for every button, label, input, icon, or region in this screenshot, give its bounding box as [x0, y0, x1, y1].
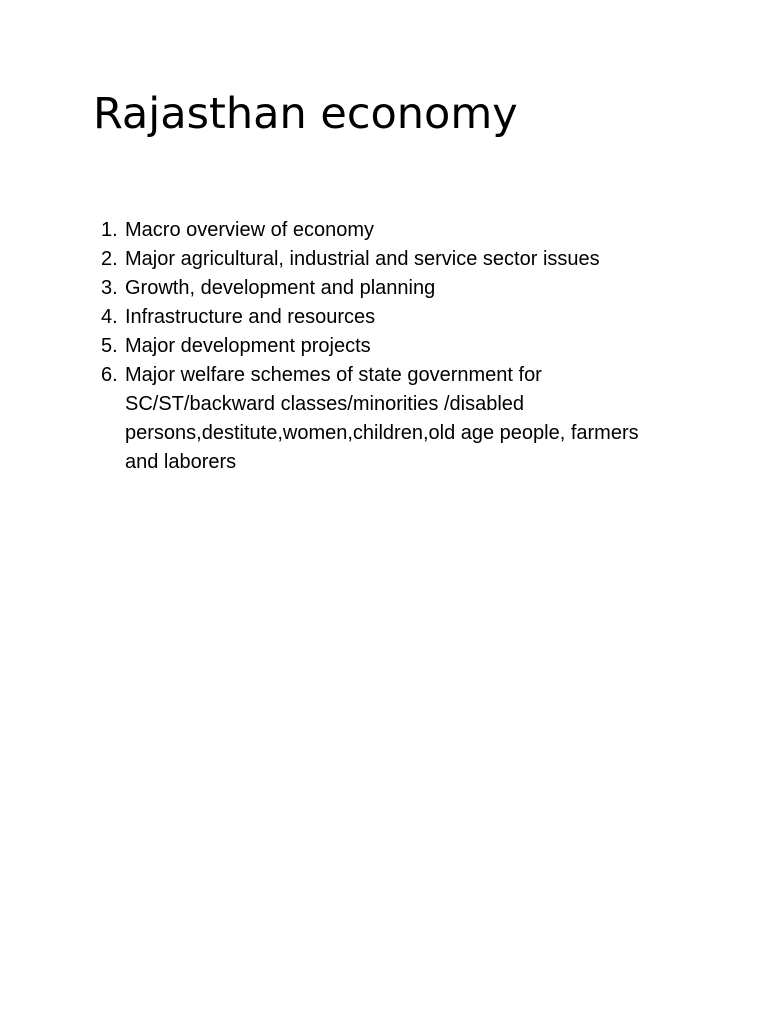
list-item [101, 274, 645, 303]
list-item-text: Macro overview of economy [125, 219, 374, 241]
list-item-number: 6. [101, 364, 118, 386]
list-item-text: Major agricultural, industrial and service sector issues [125, 248, 600, 270]
list-item [101, 361, 645, 477]
list-item-text: Growth, development and planning [125, 277, 436, 299]
list-item-number: 1. [101, 219, 118, 241]
list-item-text: Major development projects [125, 335, 371, 357]
list-item-text: Major welfare schemes of state government for SC/ST/backward classes/minorities /disabled persons,destitute,women,children,old age people, farmers and laborers [125, 364, 639, 473]
list-item-number: 3. [101, 277, 118, 299]
page-title: Rajasthan economy [93, 89, 518, 139]
list-item [101, 303, 645, 332]
topic-list [101, 216, 645, 477]
list-item [101, 245, 645, 274]
list-item-number: 4. [101, 306, 118, 328]
list-item [101, 216, 645, 245]
list-item [101, 332, 645, 361]
list-item-number: 2. [101, 248, 118, 270]
list-item-text: Infrastructure and resources [125, 306, 376, 328]
list-item-number: 5. [101, 335, 118, 357]
